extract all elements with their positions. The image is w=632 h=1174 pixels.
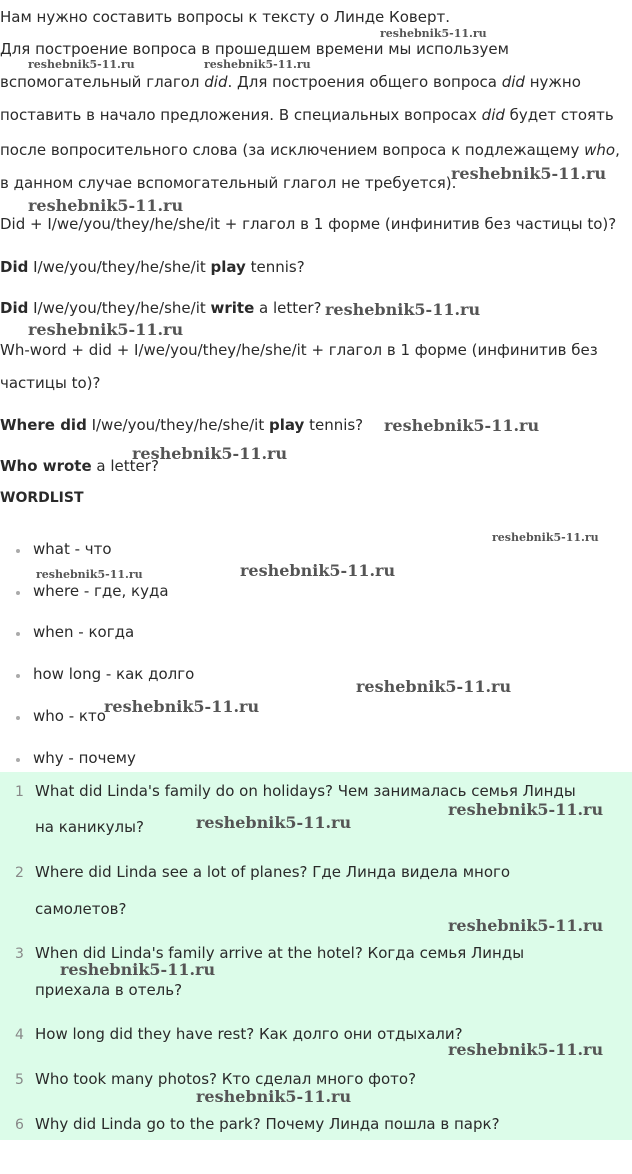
special-formula-line-1: Wh-word + did + I/we/you/they/he/she/it + глагол в 1 форме (инфинитив без — [0, 341, 598, 359]
intro-line-6: в данном случае вспомогательный глагол не требуется). — [0, 174, 457, 192]
intro-line-2: Для построение вопроса в прошедшем времени мы используем — [0, 40, 509, 58]
wordlist-item: who - кто — [33, 707, 106, 725]
special-example-1 — [0, 416, 363, 434]
text: нужно — [524, 73, 581, 91]
watermark: reshebnik5-11.ru — [104, 697, 260, 716]
intro-line-4 — [0, 106, 614, 124]
text: после вопросительного слова (за исключением вопроса к подлежащему — [0, 141, 585, 159]
watermark: reshebnik5-11.ru — [240, 561, 396, 580]
watermark: reshebnik5-11.ru — [451, 164, 607, 183]
watermark: reshebnik5-11.ru — [380, 27, 487, 40]
text: будет стоять — [504, 106, 614, 124]
text: поставить в начало предложения. В специальных вопросах — [0, 106, 482, 124]
wordlist-item: where - где, куда — [33, 582, 169, 600]
special-formula-line-2: частицы to)? — [0, 374, 101, 392]
bullet-icon — [16, 716, 20, 720]
answer-number: 4 — [15, 1027, 24, 1043]
intro-line-3 — [0, 73, 581, 91]
watermark: reshebnik5-11.ru — [36, 568, 143, 581]
answer-number: 5 — [15, 1072, 24, 1088]
text: I/we/you/they/he/she/it — [86, 416, 269, 434]
text: вспомогательный глагол — [0, 73, 205, 91]
who-term: who — [584, 141, 616, 159]
did-term: did — [501, 73, 525, 91]
watermark: reshebnik5-11.ru — [196, 1087, 352, 1106]
general-example-1 — [0, 258, 305, 276]
watermark: reshebnik5-11.ru — [28, 58, 135, 71]
bullet-icon — [16, 632, 20, 636]
watermark: reshebnik5-11.ru — [204, 58, 311, 71]
text: . Для построения общего вопроса — [227, 73, 502, 91]
wordlist-item: when - когда — [33, 623, 135, 641]
watermark: reshebnik5-11.ru — [448, 1040, 604, 1059]
answer-line: Why did Linda go to the park? Почему Линда пошла в парк? — [35, 1115, 500, 1133]
general-example-2 — [0, 299, 322, 317]
answer-number: 2 — [15, 865, 24, 881]
answer-line: на каникулы? — [35, 818, 144, 836]
bullet-icon — [16, 674, 20, 678]
answer-number: 3 — [15, 946, 24, 962]
bullet-icon — [16, 591, 20, 595]
intro-line-5 — [0, 141, 620, 159]
did-term: did — [204, 73, 228, 91]
wordlist-item: what - что — [33, 540, 112, 558]
text: a letter? — [91, 457, 159, 475]
answer-line: приехала в отель? — [35, 981, 183, 999]
answer-line: How long did they have rest? Как долго они отдыхали? — [35, 1025, 463, 1043]
verb-bold: play — [268, 416, 305, 434]
answer-number: 6 — [15, 1117, 24, 1133]
watermark: reshebnik5-11.ru — [325, 300, 481, 319]
did-bold: Did — [0, 258, 29, 276]
intro-line-1: Нам нужно составить вопросы к тексту о Линде Коверт. — [0, 8, 450, 26]
watermark: reshebnik5-11.ru — [448, 800, 604, 819]
text: , — [615, 141, 620, 159]
watermark: reshebnik5-11.ru — [356, 677, 512, 696]
did-term: did — [481, 106, 505, 124]
wordlist-item: why - почему — [33, 749, 136, 767]
verb-bold: write — [210, 299, 255, 317]
wh-did-bold: Where did — [0, 416, 87, 434]
watermark: reshebnik5-11.ru — [132, 444, 288, 463]
text: I/we/you/they/he/she/it — [28, 258, 211, 276]
answer-line: Where did Linda see a lot of planes? Где Линда видела много — [35, 863, 511, 881]
answer-line: Who took many photos? Кто сделал много фото? — [35, 1070, 417, 1088]
answer-line: самолетов? — [35, 900, 127, 918]
verb-bold: play — [210, 258, 246, 276]
watermark: reshebnik5-11.ru — [28, 196, 184, 215]
watermark: reshebnik5-11.ru — [448, 916, 604, 935]
text: a letter? — [254, 299, 322, 317]
text: tennis? — [245, 258, 305, 276]
bullet-icon — [16, 549, 20, 553]
text: I/we/you/they/he/she/it — [28, 299, 211, 317]
text: tennis? — [304, 416, 364, 434]
wordlist-item: how long - как долго — [33, 665, 195, 683]
watermark: reshebnik5-11.ru — [28, 320, 184, 339]
general-formula: Did + I/we/you/they/he/she/it + глагол в 1 форме (инфинитив без частицы to)? — [0, 215, 617, 233]
did-bold: Did — [0, 299, 29, 317]
wordlist-title: WORDLIST — [0, 490, 84, 506]
answer-number: 1 — [15, 784, 24, 800]
answer-line: When did Linda's family arrive at the hotel? Когда семья Линды — [35, 944, 525, 962]
bullet-icon — [16, 758, 20, 762]
watermark: reshebnik5-11.ru — [60, 960, 216, 979]
watermark: reshebnik5-11.ru — [196, 813, 352, 832]
who-wrote-bold: Who wrote — [0, 457, 92, 475]
watermark: reshebnik5-11.ru — [384, 416, 540, 435]
answer-line: What did Linda's family do on holidays? Чем занималась семья Линды — [35, 782, 576, 800]
watermark: reshebnik5-11.ru — [492, 531, 599, 544]
